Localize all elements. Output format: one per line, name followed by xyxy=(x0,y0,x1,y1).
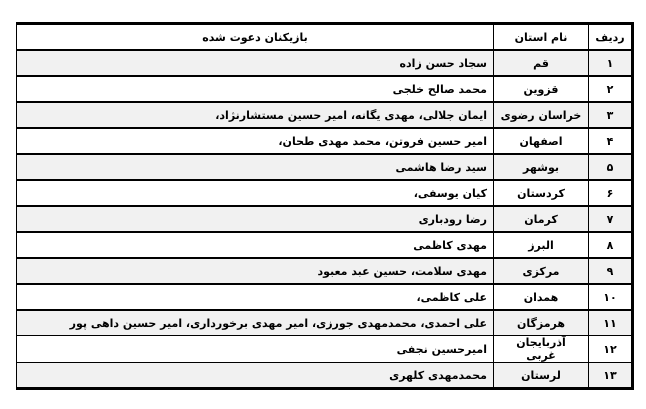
row-players: ایمان جلالی، مهدی یگانه، امیر حسین مستشارنژاد، xyxy=(17,102,494,128)
table-row xyxy=(17,232,633,258)
row-players: علی کاظمی، xyxy=(17,284,494,310)
row-players: امیر حسین فروتن، محمد مهدی طحان، xyxy=(17,128,494,154)
row-province: قزوین xyxy=(494,76,589,102)
table-row xyxy=(17,102,633,128)
table-row xyxy=(17,206,633,232)
table-row xyxy=(17,336,633,363)
row-province: کردستان xyxy=(494,180,589,206)
invited-players-table xyxy=(16,22,634,390)
table-row xyxy=(17,128,633,154)
header-index: ردیف xyxy=(589,24,633,51)
row-players: مهدی کاظمی xyxy=(17,232,494,258)
table-row xyxy=(17,310,633,336)
row-index: ۲ xyxy=(589,76,633,102)
row-players: محمد صالح خلجی xyxy=(17,76,494,102)
header-players: بازیکنان دعوت شده xyxy=(17,24,494,51)
row-province: اصفهان xyxy=(494,128,589,154)
row-index: ۳ xyxy=(589,102,633,128)
table-row xyxy=(17,363,633,389)
row-province: آذربایجان غربی xyxy=(494,336,589,363)
row-province: همدان xyxy=(494,284,589,310)
row-players: مهدی سلامت، حسین عبد معبود xyxy=(17,258,494,284)
row-players: امیرحسین نجفی xyxy=(17,336,494,363)
row-index: ۱۰ xyxy=(589,284,633,310)
row-index: ۱۳ xyxy=(589,363,633,389)
row-players: کیان یوسفی، xyxy=(17,180,494,206)
row-province: البرز xyxy=(494,232,589,258)
row-province: هرمزگان xyxy=(494,310,589,336)
row-province: مرکزی xyxy=(494,258,589,284)
row-index: ۶ xyxy=(589,180,633,206)
table-row xyxy=(17,76,633,102)
row-province: لرستان xyxy=(494,363,589,389)
row-index: ۱۱ xyxy=(589,310,633,336)
row-players: رضا رودباری xyxy=(17,206,494,232)
row-index: ۹ xyxy=(589,258,633,284)
row-players: محمدمهدی کلهری xyxy=(17,363,494,389)
table-row xyxy=(17,180,633,206)
row-index: ۴ xyxy=(589,128,633,154)
row-index: ۱ xyxy=(589,50,633,76)
row-index: ۸ xyxy=(589,232,633,258)
table-header-row xyxy=(17,24,633,51)
row-players: سید رضا هاشمی xyxy=(17,154,494,180)
table-row xyxy=(17,284,633,310)
row-province: قم xyxy=(494,50,589,76)
row-players: سجاد حسن زاده xyxy=(17,50,494,76)
row-province: خراسان رضوی xyxy=(494,102,589,128)
row-province: بوشهر xyxy=(494,154,589,180)
row-index: ۷ xyxy=(589,206,633,232)
row-players: علی احمدی، محمدمهدی جورزی، امیر مهدی برخورداری، امیر حسین داهی پور xyxy=(17,310,494,336)
table-row xyxy=(17,258,633,284)
table-row xyxy=(17,154,633,180)
row-province: کرمان xyxy=(494,206,589,232)
table-row xyxy=(17,50,633,76)
row-index: ۱۲ xyxy=(589,336,633,363)
header-province: نام استان xyxy=(494,24,589,51)
row-index: ۵ xyxy=(589,154,633,180)
